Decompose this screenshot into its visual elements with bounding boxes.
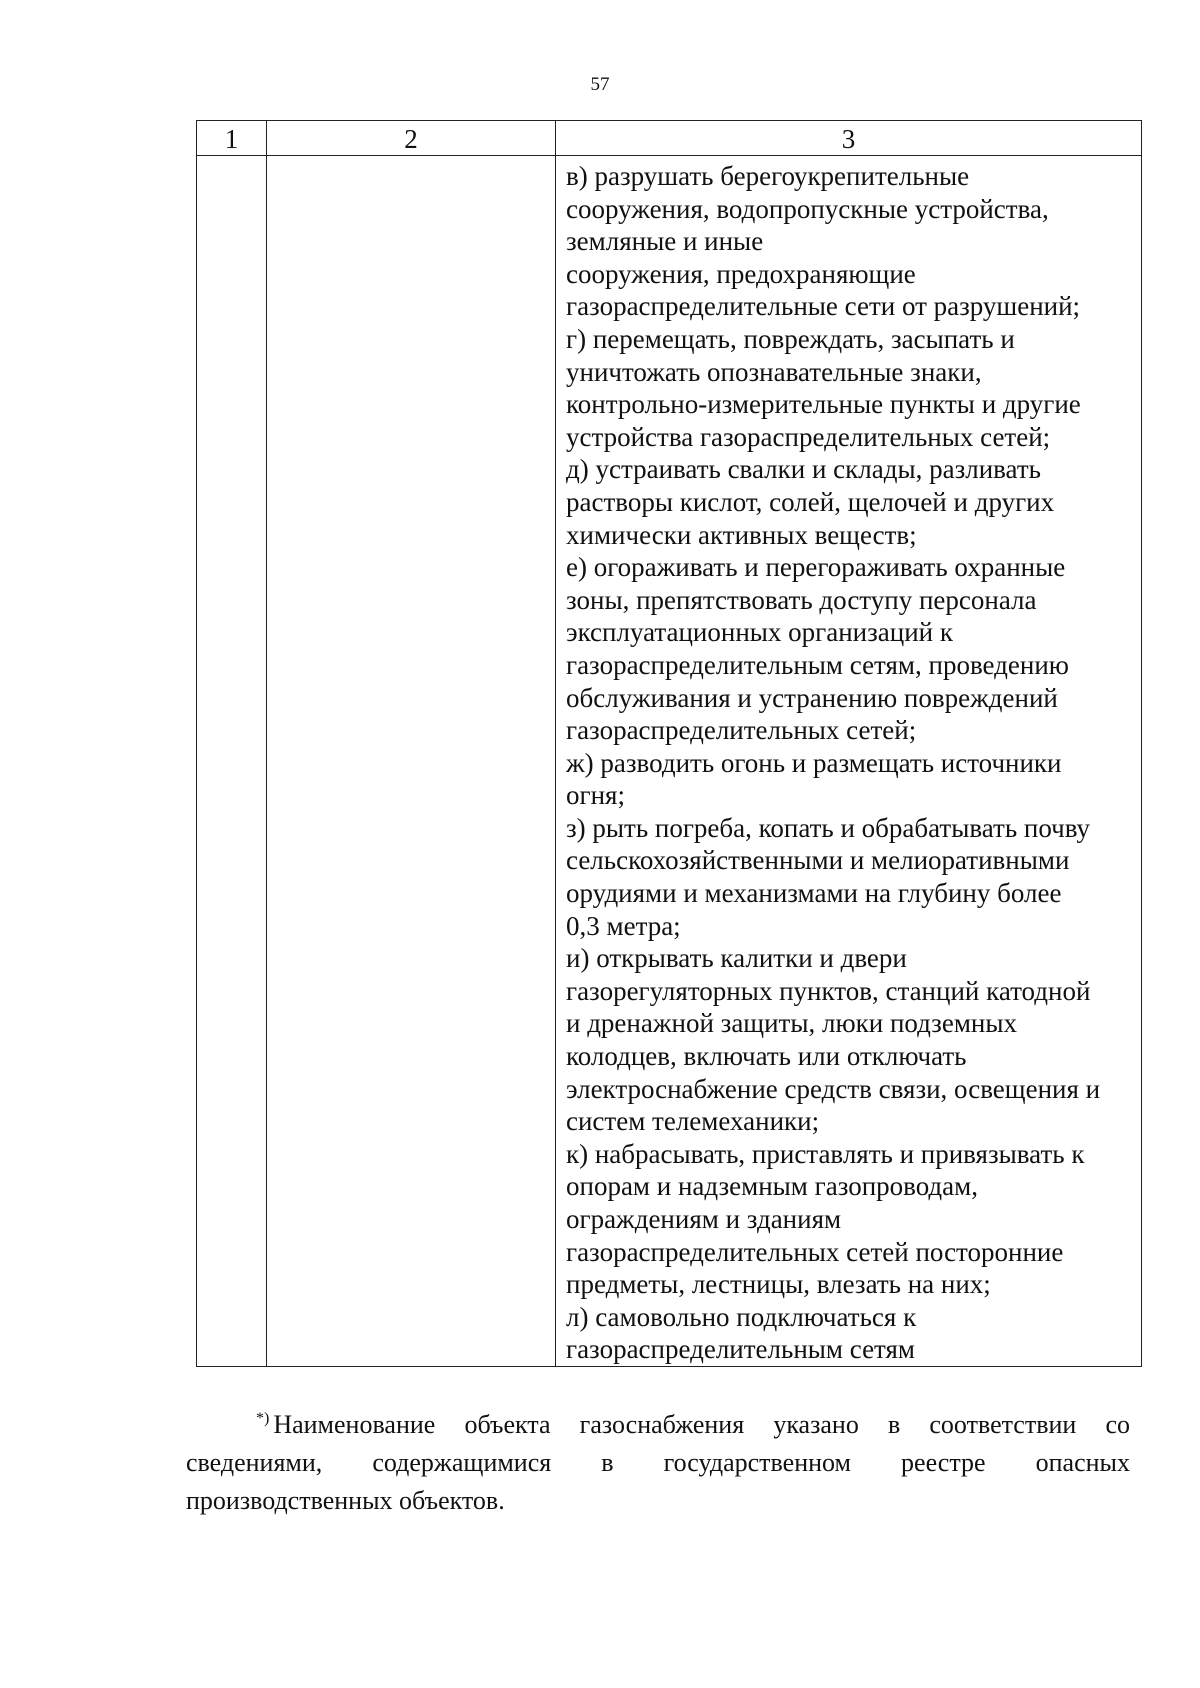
table-header-row	[197, 121, 1142, 156]
prohibition-line: и дренажной защиты, люки подземных	[566, 1008, 1018, 1039]
prohibition-line: л) самовольно подключаться к	[566, 1301, 917, 1332]
footnote-marker: *)	[256, 1410, 270, 1427]
prohibition-line: газораспределительных сетей посторонние	[566, 1236, 1064, 1267]
footnote-line: производственных объектов.	[186, 1486, 505, 1515]
footnote-line	[186, 1406, 1130, 1444]
cell-col-1	[197, 156, 267, 1367]
footnote-text: Наименование объекта газоснабжения указано в соответствии со	[273, 1410, 1130, 1439]
cell-col-3	[556, 156, 1142, 1367]
prohibition-line: земляные и иные	[566, 226, 764, 257]
requirements-table	[196, 120, 1142, 1367]
prohibition-line: зоны, препятствовать доступу персонала	[566, 584, 1037, 615]
prohibition-line: сооружения, предохраняющие	[566, 258, 916, 289]
prohibition-line: к) набрасывать, приставлять и привязывать к	[566, 1138, 1085, 1169]
prohibition-line: ограждениям и зданиям	[566, 1204, 842, 1234]
prohibition-line: колодцев, включать или отключать	[566, 1041, 967, 1072]
prohibition-line: химически активных веществ;	[566, 519, 917, 550]
prohibition-line: г) перемещать, повреждать, засыпать и	[566, 323, 1015, 354]
prohibition-line: эксплуатационных организаций к	[566, 617, 953, 648]
cell-col-2	[267, 156, 556, 1367]
prohibition-line: контрольно-измерительные пункты и другие	[566, 389, 1081, 420]
prohibition-line: орудиями и механизмами на глубину более	[566, 878, 1062, 909]
prohibition-line: з) рыть погреба, копать и обрабатывать почву	[566, 812, 1091, 843]
prohibition-line: уничтожать опознавательные знаки,	[566, 356, 982, 387]
prohibition-line: газораспределительных сетей;	[566, 715, 917, 746]
table-row	[197, 156, 1142, 1367]
header-col-3: 3	[556, 121, 1142, 156]
prohibition-line: 0,3 метра;	[566, 910, 681, 941]
prohibition-line: газорегуляторных пунктов, станций катодной	[566, 975, 1091, 1006]
prohibition-line: сельскохозяйственными и мелиоративными	[566, 845, 1070, 876]
header-col-1: 1	[197, 121, 267, 156]
prohibition-line: газораспределительным сетям, проведению	[566, 649, 1069, 680]
prohibition-line: устройства газораспределительных сетей;	[566, 421, 1051, 452]
prohibition-line: газораспределительные сети от разрушений;	[566, 291, 1081, 322]
prohibition-line: электроснабжение средств связи, освещения и	[566, 1073, 1101, 1104]
prohibition-line: газораспределительным сетям	[566, 1334, 915, 1365]
prohibition-line: огня;	[566, 780, 625, 811]
prohibition-line: обслуживания и устранению повреждений	[566, 682, 1058, 713]
header-col-2: 2	[267, 121, 556, 156]
prohibition-line: в) разрушать берегоукрепительные	[566, 161, 970, 191]
prohibitions-list	[556, 156, 1141, 1366]
prohibition-line: сооружения, водопропускные устройства,	[566, 193, 1049, 224]
prohibition-line: е) огораживать и перегораживать охранные	[566, 552, 1066, 583]
prohibition-line: предметы, лестницы, влезать на них;	[566, 1269, 991, 1300]
prohibition-line: д) устраивать свалки и склады, разливать	[566, 454, 1041, 485]
prohibition-line: и) открывать калитки и двери	[566, 943, 907, 974]
prohibition-line: ж) разводить огонь и размещать источники	[566, 747, 1062, 778]
prohibition-line: систем телемеханики;	[566, 1106, 820, 1137]
footnote	[186, 1406, 1130, 1520]
page-number: 57	[590, 74, 610, 95]
prohibition-line: опорам и надземным газопроводам,	[566, 1171, 978, 1202]
prohibition-line: растворы кислот, солей, щелочей и других	[566, 486, 1055, 517]
footnote-line: сведениями, содержащимися в государственном реестре опасных	[186, 1448, 1130, 1477]
